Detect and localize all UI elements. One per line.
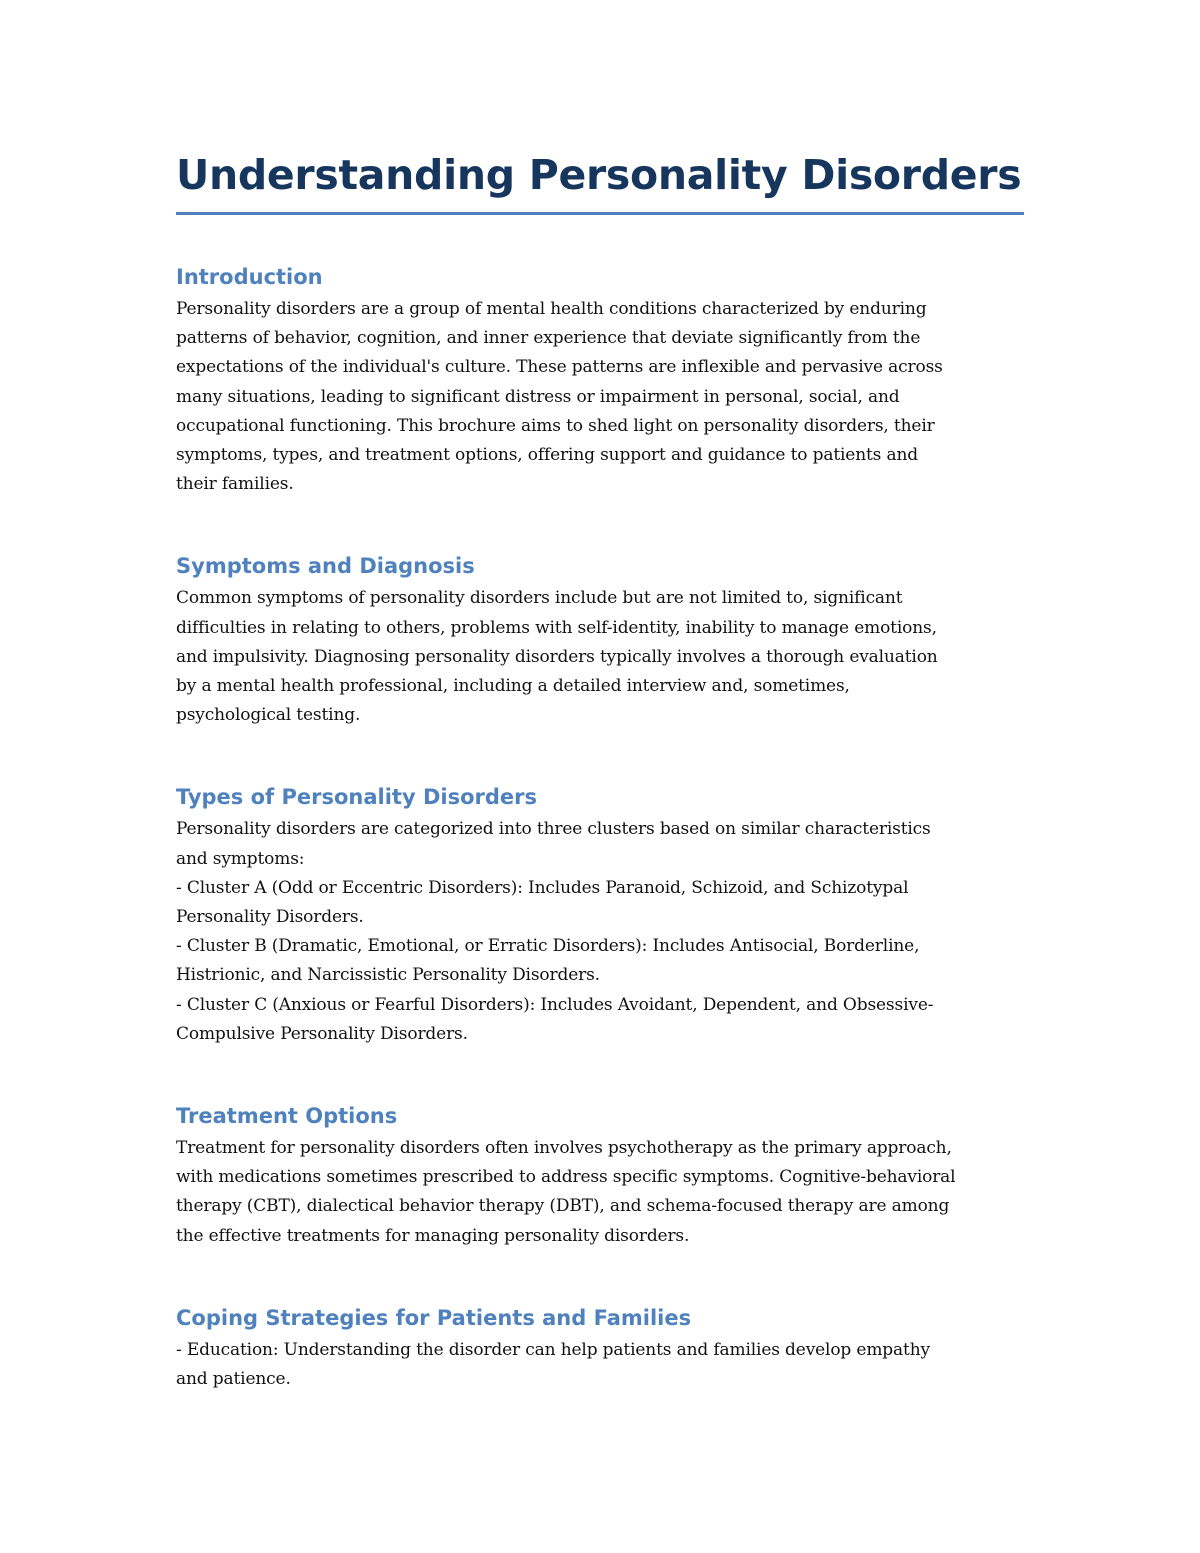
list-item-line: - Cluster A (Odd or Eccentric Disorders): Includes Paranoid, Schizoid, and Schizotypal (176, 877, 909, 898)
list-item-line: - Education: Understanding the disorder can help patients and families develop empathy (176, 1339, 930, 1360)
paragraph-line: difficulties in relating to others, problems with self-identity, inability to manage emotions, (176, 617, 937, 638)
paragraph-line: their families. (176, 474, 294, 495)
list-item-line: - Cluster B (Dramatic, Emotional, or Erratic Disorders): Includes Antisocial, Borderline, (176, 936, 920, 957)
paragraph-line: occupational functioning. This brochure aims to shed light on personality disorders, their (176, 415, 935, 436)
section-introduction (176, 262, 1024, 499)
section-treatment-options (176, 1101, 1024, 1251)
list-item-line: Personality Disorders. (176, 907, 364, 928)
document-title: Understanding Personality Disorders (176, 151, 1022, 199)
section-heading: Treatment Options (176, 1104, 398, 1129)
section-types-of-personality-disorders (176, 782, 1024, 1049)
section-paragraph (176, 584, 1024, 730)
list-item-line: - Cluster C (Anxious or Fearful Disorders): Includes Avoidant, Dependent, and Obsessive- (176, 994, 934, 1015)
paragraph-line: psychological testing. (176, 705, 361, 726)
paragraph-line: Personality disorders are categorized into three clusters based on similar characteristics (176, 819, 931, 840)
title-underline-rule (176, 212, 1024, 215)
list-item-line: and patience. (176, 1369, 291, 1390)
list-item-line: Histrionic, and Narcissistic Personality Disorders. (176, 965, 600, 986)
paragraph-line: expectations of the individual's culture. These patterns are inflexible and pervasive across (176, 357, 943, 378)
paragraph-line: the effective treatments for managing personality disorders. (176, 1225, 690, 1246)
paragraph-line: Common symptoms of personality disorders include but are not limited to, significant (176, 588, 903, 609)
paragraph-line: Treatment for personality disorders often involves psychotherapy as the primary approach, (176, 1138, 952, 1159)
paragraph-line: by a mental health professional, including a detailed interview and, sometimes, (176, 676, 850, 697)
list-item-line: Compulsive Personality Disorders. (176, 1023, 468, 1044)
section-paragraph (176, 1134, 1024, 1251)
section-paragraph (176, 815, 1024, 1049)
paragraph-line: and impulsivity. Diagnosing personality disorders typically involves a thorough evaluation (176, 646, 938, 667)
paragraph-line: many situations, leading to significant distress or impairment in personal, social, and (176, 386, 900, 407)
paragraph-line: patterns of behavior, cognition, and inner experience that deviate significantly from the (176, 328, 921, 349)
paragraph-line: symptoms, types, and treatment options, offering support and guidance to patients and (176, 445, 919, 466)
section-heading: Symptoms and Diagnosis (176, 554, 475, 579)
paragraph-line: with medications sometimes prescribed to address specific symptoms. Cognitive-behavioral (176, 1167, 956, 1188)
document-page (176, 148, 1024, 1394)
section-symptoms-and-diagnosis (176, 551, 1024, 730)
section-heading: Types of Personality Disorders (176, 785, 537, 810)
paragraph-line: therapy (CBT), dialectical behavior therapy (DBT), and schema-focused therapy are among (176, 1196, 950, 1217)
section-heading: Introduction (176, 265, 323, 289)
section-paragraph (176, 295, 1024, 499)
section-heading: Coping Strategies for Patients and Families (176, 1305, 692, 1330)
paragraph-line: Personality disorders are a group of mental health conditions characterized by enduring (176, 299, 927, 319)
section-paragraph (176, 1336, 1024, 1394)
paragraph-line: and symptoms: (176, 848, 305, 869)
section-coping-strategies (176, 1303, 1024, 1394)
